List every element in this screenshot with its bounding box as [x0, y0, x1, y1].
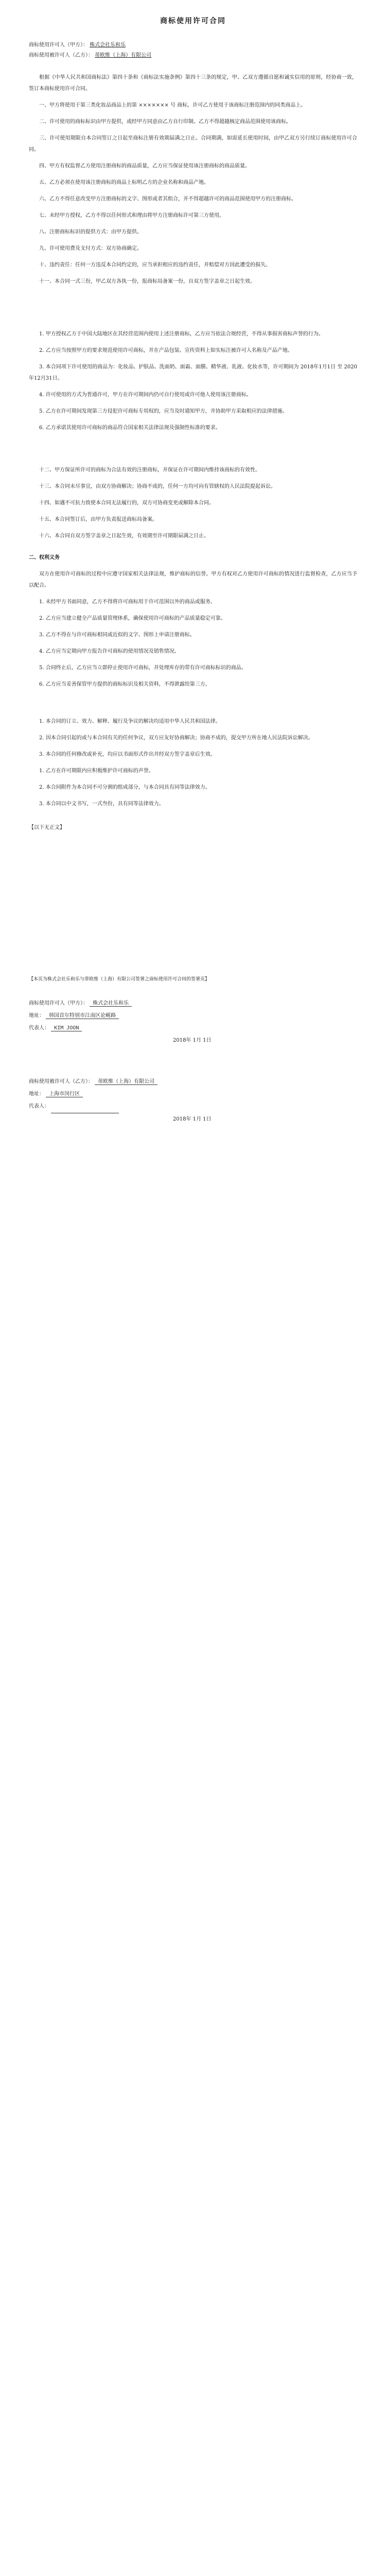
clause: 3. 本合同以中文书写，一式叁份，具有同等法律效力。: [39, 801, 164, 807]
clause: 3. 本合同的任何修改或补充，均应以书面形式作出并经双方签字盖章后生效。: [39, 752, 216, 757]
clause: 十五、本合同签订后，由甲方负责报送商标局备案。: [39, 517, 157, 522]
clause: 九、许可使用费及支付方式：双方协商确定。: [39, 246, 142, 251]
clause: 5. 乙方在许可期间发现第三方侵犯许可商标专用权的，应当及时通知甲方，并协助甲方采取相应的法律措施。: [39, 409, 288, 414]
sig-b-addr: 上海市闵行区: [46, 1091, 83, 1097]
section-heading: 二、权利义务: [29, 555, 60, 561]
licensor-line: [29, 40, 357, 50]
clause: 六、乙方不得任意改变甲方注册商标的文字、图形或者其组合，并不得超越许可的商品范围使用甲方的注册商标。: [39, 196, 296, 202]
clause: 十四、如遇不可抗力致使本合同无法履行的，双方可协商变更或解除本合同。: [39, 500, 214, 506]
sig-a-rep-label: 代表人：: [29, 1025, 49, 1031]
clauses-c: [29, 465, 357, 542]
licensee-label: 商标使用被许可人（乙方）：: [29, 53, 93, 58]
clause: 1. 甲方授权乙方于中国大陆地区在其经营范围内使用上述注册商标，乙方应当依法合规经营，不得从事损害商标声誉的行为。: [39, 331, 324, 337]
clause: 三、许可使用期限自本合同签订之日起至商标注册有效期届满之日止。合同期满，如需延长使用时间，由甲乙双方另行续订商标使用许可合同。: [29, 135, 357, 152]
clause: 十、违约责任：任何一方违反本合同约定的，应当承担相应的违约责任，并赔偿对方因此遭受的损失。: [39, 262, 271, 268]
sig-b-date: 2018年 1月 1日: [173, 1116, 212, 1122]
clause: 八、注册商标标识的提供方式：由甲方提供。: [39, 229, 142, 235]
clause: 五、乙方必须在使用该注册商标的商品上标明乙方的企业名称和商品产地。: [39, 180, 209, 185]
sig-b-rep-line: [29, 1100, 357, 1113]
sig-a-name: 株式会社乐和乐: [90, 1001, 132, 1007]
clause: 十一、本合同一式三份，甲乙双方各执一份，报商标局备案一份，自双方签字盖章之日起生效。: [39, 279, 255, 284]
clauses-a: [29, 100, 357, 287]
sig-b-rep: [51, 1100, 119, 1113]
end-mark: 【以下无正文】: [29, 825, 65, 831]
sig-a-label: 商标使用许可人（甲方）：: [29, 1001, 88, 1006]
sig-a-rep-line: [29, 1022, 357, 1035]
sig-b-rep-label: 代表人：: [29, 1104, 49, 1109]
clause: 3. 本合同项下许可使用的商品为：化妆品、护肤品、洗面奶、面霜、面膜、精华液、乳液、化妆水等，许可期间为 2018年1月1日 至 2020年12月31日。: [29, 364, 357, 381]
clause: 十六、本合同自双方签字盖章之日起生效，有效期至许可期限届满之日止。: [39, 533, 209, 539]
sig-b-line: [29, 1076, 357, 1088]
clauses-f: [29, 766, 357, 810]
clause: 十二、甲方保证所许可的商标为合法有效的注册商标，并保证在许可期间内维持该商标的有效性。: [39, 467, 260, 473]
clause: 5. 合同终止后，乙方应当立即停止使用许可商标，并处理库存的带有许可商标标识的商品。: [39, 665, 247, 671]
clause: 2. 乙方应当按照甲方的要求规范使用许可商标，并在产品包装、宣传资料上如实标注被许可人名称及产品产地。: [39, 348, 293, 353]
sig-b-label: 商标使用被许可人（乙方）：: [29, 1079, 93, 1084]
clause: 十三、本合同未尽事宜，由双方协商解决；协商不成的，任何一方均可向有管辖权的人民法院提起诉讼。: [39, 484, 276, 489]
clause: 一、甲方将使用于第三类化妆品商品上的第 ××××××× 号 商标，许可乙方使用于该商标注册范围内的同类商品上。: [39, 103, 306, 108]
sig-b-name: 蒂欧维（上海）有限公司: [95, 1079, 157, 1085]
signature-page-note: 【本页为株式会社乐和乐与蒂欧维（上海）有限公司签署之商标使用许可合同的签署页】: [29, 977, 210, 982]
contract-intro: 根据《中华人民共和国商标法》第四十条和《商标法实施条例》第四十三条的规定，甲、乙双方遵循自愿和诚实信用的原则，经协商一致，签订本商标使用许可合同。: [29, 75, 357, 92]
clause: 2. 本合同附件为本合同不可分割的组成部分，与本合同具有同等法律效力。: [39, 785, 210, 790]
clause: 1. 本合同的订立、效力、解释、履行及争议的解决均适用中华人民共和国法律。: [39, 719, 221, 724]
sig-a-rep: KIM JOON: [51, 1025, 82, 1031]
clauses-d: [29, 569, 357, 690]
clause: 2. 因本合同引起的或与本合同有关的任何争议，双方应友好协商解决；协商不成的，提交甲方所在地人民法院诉讼解决。: [39, 735, 313, 741]
licensee-line: [29, 50, 357, 61]
clause: 七、未经甲方授权，乙方不得以任何形式和理由将甲方注册商标许可第三方使用。: [39, 213, 224, 218]
sig-a-line: [29, 997, 357, 1010]
clause: 4. 许可使用的方式为普通许可，甲方在许可期间内仍可自行使用或许可他人使用该注册商标。: [39, 392, 252, 398]
clause: 四、甲方有权监督乙方使用注册商标的商品质量，乙方应当保证使用该注册商标的商品质量。: [39, 163, 250, 169]
clauses-e: [29, 716, 357, 760]
clause: 3. 乙方不得在与许可商标相同或近似的文字、图形上申请注册商标。: [39, 632, 195, 638]
clause: 4. 乙方应当定期向甲方报告许可商标的使用情况及销售情况。: [39, 649, 180, 654]
sig-a-addr-line: [29, 1010, 357, 1022]
contract-title: 商标使用许可合同: [160, 17, 226, 25]
sig-a-addr: 韩国首尔特别市江南区论岘路: [46, 1013, 119, 1019]
sig-a-date: 2018年 1月 1日: [173, 1038, 212, 1043]
clause: 6. 乙方应当妥善保管甲方提供的商标标识及相关资料，不得泄露给第三方。: [39, 682, 210, 687]
clauses-b: [29, 329, 357, 434]
clause: 1. 乙方在许可期限内应积极维护许可商标的声誉。: [39, 768, 154, 774]
clause: 二、许可使用的商标标识由甲方提供，或经甲方同意由乙方自行印制。乙方不得超越核定商品范围使用该商标。: [39, 119, 291, 125]
clause: 1. 未经甲方书面同意，乙方不得将许可商标用于许可范围以外的商品或服务。: [39, 599, 216, 605]
licensee-name: 蒂欧维（上海）有限公司: [95, 53, 152, 58]
sig-a-addr-label: 地址：: [29, 1013, 44, 1019]
clause: 6. 乙方承诺其使用许可商标的商品符合国家相关法律法规及强制性标准的要求。: [39, 425, 221, 431]
sig-b-addr-line: [29, 1088, 357, 1100]
clause: 2. 乙方应当建立健全产品质量管理体系，确保使用许可商标的产品质量稳定可靠。: [39, 616, 226, 621]
signature-block: [29, 997, 357, 1126]
clause: 双方在使用许可商标的过程中应遵守国家相关法律法规，维护商标的信誉。甲方有权对乙方使用许可商标的情况进行监督检查，乙方应当予以配合。: [29, 571, 357, 588]
licensor-name: 株式会社乐和乐: [90, 42, 126, 48]
licensor-label: 商标使用许可人（甲方）：: [29, 42, 88, 48]
sig-b-addr-label: 地址：: [29, 1091, 44, 1097]
